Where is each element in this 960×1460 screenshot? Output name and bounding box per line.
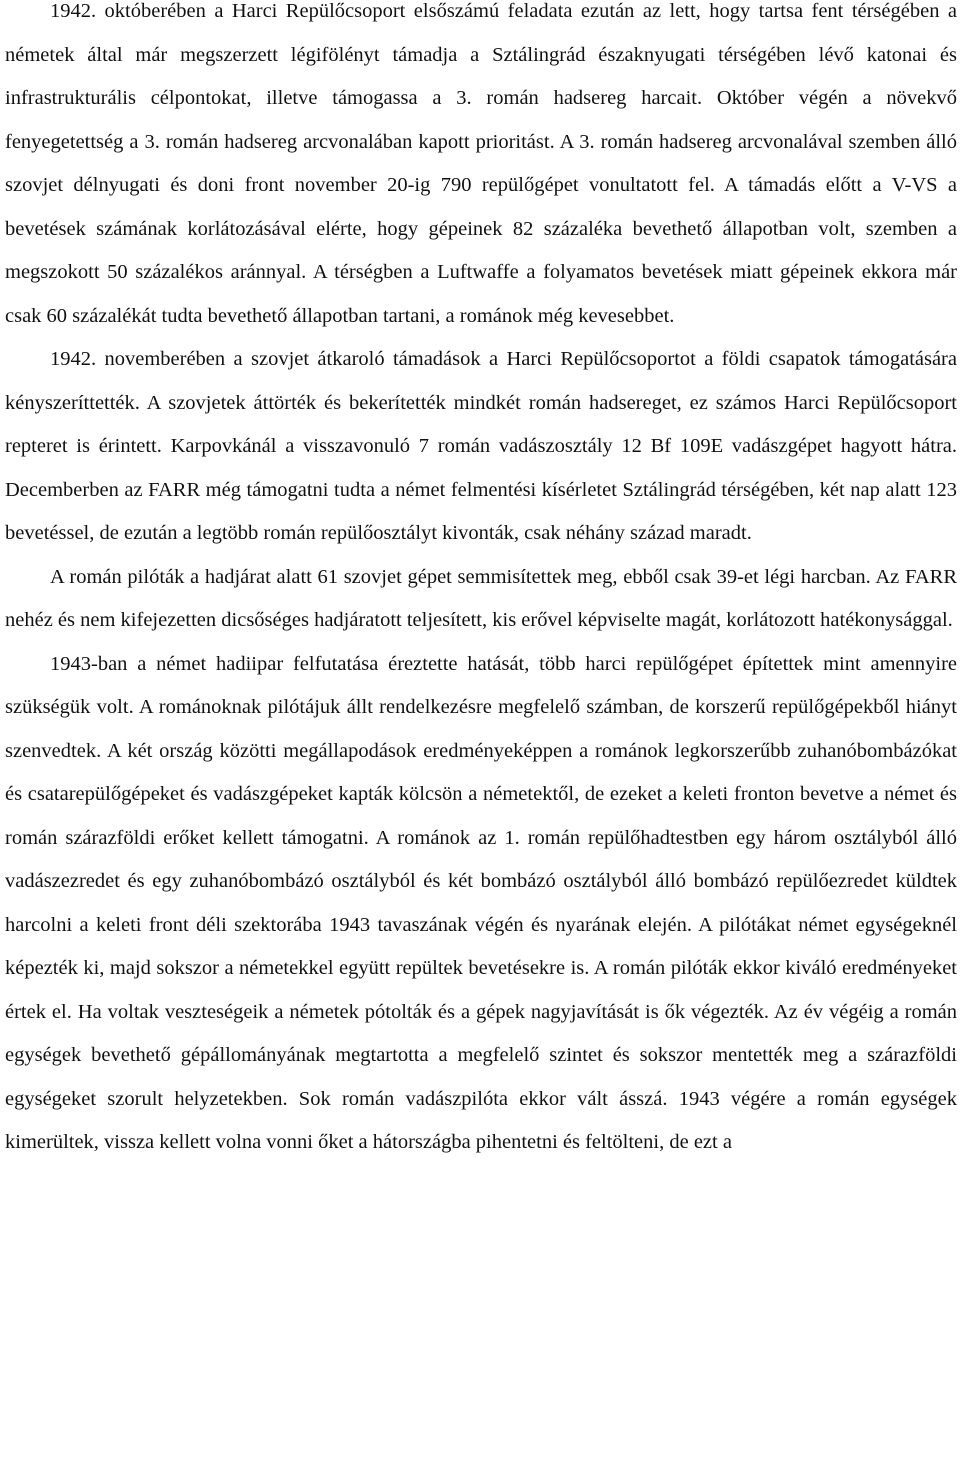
paragraph-1: 1942. októberében a Harci Repülőcsoport elsőszámú feladata ezután az lett, hogy tartsa fent térségében a németek által már megszerzett légifölényt támadja a Sztálingrád északnyugati térségében lévő katonai és infrastrukturális célpontokat, illetve támogassa a 3. román hadsereg harcait. Október végén a növekvő fenyegetettség a 3. román hadsereg arcvonalában kapott prioritást. A 3. román hadsereg arcvonalával szemben álló szovjet délnyugati és doni front november 20-ig 790 repülőgépet vonultatott fel. A támadás előtt a V-VS a bevetések számának korlátozásával elérte, hogy gépeinek 82 százaléka bevethető állapotban volt, szemben a megszokott 50 százalékos aránnyal. A térségben a Luftwaffe a folyamatos bevetések miatt gépeinek ekkora már csak 60 százalékát tudta bevethető állapotban tartani, a románok még kevesebbet.: [5, 0, 957, 327]
paragraph-2: 1942. novemberében a szovjet átkaroló támadások a Harci Repülőcsoportot a földi csapatok támogatására kényszeríttették. A szovjetek áttörték és bekerítették mindkét román hadsereget, ez számos Harci Repülőcsoport repteret is érintett. Karpovkánál a visszavonuló 7 román vadászosztály 12 Bf 109E vadászgépet hagyott hátra. Decemberben az FARR még támogatni tudta a német felmentési kísérletet Sztálingrád térségében, két nap alatt 123 bevetéssel, de ezután a legtöbb román repülőosztályt kivonták, csak néhány század maradt.: [5, 348, 957, 544]
paragraph-4: 1943-ban a német hadiipar felfutatása éreztette hatását, több harci repülőgépet építettek mint amennyire szükségük volt. A románoknak pilótájuk állt rendelkezésre megfelelő számban, de korszerű repülőgépekből hiányt szenvedtek. A két ország közötti megállapodások eredményeképpen a románok legkorszerűbb zuhanóbombázókat és csatarepülőgépeket és vadászgépeket kapták kölcsön a németektől, de ezeket a keleti fronton bevetve a német és román szárazföldi erőket kellett támogatni. A románok az 1. román repülőhadtestben egy három osztályból álló vadászezredet és egy zuhanóbombázó osztályból és két bombázó osztályból álló bombázó repülőezredet küldtek harcolni a keleti front déli szektorába 1943 tavaszának végén és nyarának elején. A pilótákat német egységeknél képezték ki, majd sokszor a németekkel együtt repültek bevetésekre is. A román pilóták ekkor kiváló eredményeket értek el. Ha voltak veszteségeik a németek pótolták és a gépek nagyjavítását is ők végezték. Az év végéig a román egységek bevethető gépállományának megtartotta a megfelelő szintet és sokszor mentették meg a szárazföldi egységeket szorult helyzetekben. Sok román vadászpilóta ekkor vált ásszá. 1943 végére a román egységek kimerültek, vissza kellett volna vonni őket a hátországba pihentetni és feltölteni, de ezt a: [5, 652, 957, 1153]
paragraph-3: A román pilóták a hadjárat alatt 61 szovjet gépet semmisítettek meg, ebből csak 39-et légi harcban. Az FARR nehéz és nem kifejezetten dicsőséges hadjáratott teljesített, kis erővel képviselte magát, korlátozott hatékonysággal.: [5, 565, 957, 631]
document-body: [5, 0, 957, 1165]
